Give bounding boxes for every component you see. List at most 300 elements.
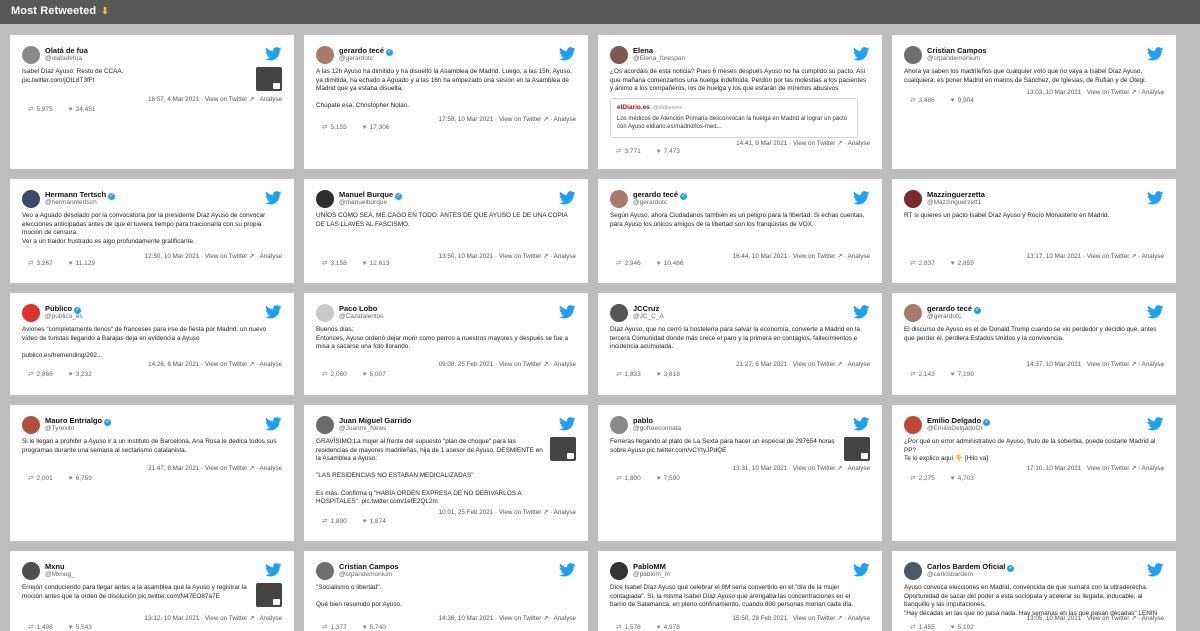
tweet-meta: 21:27, 6 Mar 2021 · View on Twitter ↗ · Analyse (736, 361, 870, 368)
tweet-author-handle[interactable]: @Cazatalentos (339, 313, 384, 320)
heart-icon: ♥ (950, 475, 955, 482)
retweet-count-value: 5,155 (330, 124, 347, 131)
retweet-icon: ⇄ (616, 371, 622, 378)
tweet-meta: 13:17, 10 Mar 2021 · View on Twitter ↗ · Analyse (1026, 253, 1164, 260)
twitter-bird-icon[interactable] (1147, 563, 1164, 577)
author-name-text: Olatá de fua (45, 46, 88, 55)
twitter-bird-icon[interactable] (559, 305, 576, 319)
retweet-count (910, 475, 943, 482)
tweet-author-handle[interactable]: @Mazzinguerzett1 (927, 199, 982, 206)
tweet-meta: 14:26, 6 Mar 2021 · View on Twitter ↗ · Analyse (148, 361, 282, 368)
like-count (951, 624, 982, 631)
section-title-text: Most Retweeted (11, 5, 97, 17)
author-name-text: Mazzinguerzetta (927, 190, 985, 199)
heart-icon: ♥ (68, 260, 73, 267)
tweet-media-thumbnail[interactable] (256, 583, 282, 607)
tweet-text: Isabel Díaz Ayuso: Resto de CCAA. pic.twitter.com/jOIL8T3fFf (22, 68, 124, 84)
like-count (363, 624, 394, 631)
tweet-stats (28, 370, 108, 378)
verified-icon: ✓ (975, 307, 980, 313)
retweet-count (616, 148, 649, 155)
twitter-bird-icon[interactable] (853, 47, 870, 61)
tweet-author-handle[interactable]: @Tyrexito (45, 425, 75, 432)
retweet-count-value: 2,946 (624, 260, 641, 267)
retweet-count-value: 3,486 (918, 97, 935, 104)
tweet-card[interactable] (304, 35, 588, 169)
twitter-bird-icon[interactable] (853, 417, 870, 431)
tweet-text: Veo a Aguado desolado por la convocatoria por la presidente Díaz Ayuso de convocar elecciones anticipadas antes de que él tuviera tiempo para traicionarla con su propia moción de censura. Ver a un traidor frustrado es algo profundamente gratificante. (22, 212, 266, 245)
view-on-twitter-link[interactable]: View on Twitter ↗ (1086, 89, 1137, 96)
verified-icon: ✓ (387, 49, 392, 55)
tweet-date: 13:03, 10 Mar 2021 (1026, 89, 1082, 96)
author-name-text: Juan Miguel Garrido (339, 416, 412, 425)
retweet-count-value: 1,890 (330, 518, 347, 525)
author-name-text: Elena (633, 46, 654, 55)
twitter-bird-icon[interactable] (559, 191, 576, 205)
heart-icon: ♥ (656, 624, 661, 631)
analyse-link[interactable]: Analyse (847, 140, 870, 147)
like-count (951, 475, 982, 482)
avatar[interactable] (316, 190, 334, 208)
retweet-icon: ⇄ (322, 518, 328, 525)
like-count (69, 260, 103, 267)
tweet-meta: 14:36, 10 Mar 2021 · View on Twitter ↗ · Analyse (438, 615, 576, 622)
tweet-card[interactable] (892, 405, 1176, 541)
like-count-value: 7,199 (957, 371, 974, 378)
tweet-author-name[interactable] (339, 562, 399, 571)
tweet-stats (28, 623, 108, 631)
retweet-icon: ⇄ (28, 260, 34, 267)
verified-icon: ✓ (681, 193, 686, 199)
tweet-author-handle[interactable]: @gerardotc (633, 199, 668, 206)
retweet-count (616, 475, 649, 482)
tweet-card[interactable] (10, 179, 294, 283)
author-name-text: Mauro Entrialgo (45, 416, 103, 425)
heart-icon: ♥ (950, 97, 955, 104)
tweet-media-thumbnail[interactable] (550, 437, 576, 461)
avatar[interactable] (610, 190, 628, 208)
section-title (11, 5, 109, 17)
author-name-text: pablo (633, 416, 653, 425)
tweet-card[interactable] (892, 293, 1176, 395)
tweet-author-name[interactable] (633, 416, 653, 425)
retweet-count (910, 624, 943, 631)
tweet-author-name[interactable] (45, 46, 88, 55)
tweet-meta: 09:08, 25 Feb 2021 · View on Twitter ↗ · Analyse (438, 361, 576, 368)
tweet-date: 14:41, 9 Mar 2021 (736, 140, 788, 147)
analyse-link[interactable]: Analyse (259, 253, 282, 260)
avatar[interactable] (610, 416, 628, 434)
tweet-card[interactable] (10, 35, 294, 169)
tweet-stats (322, 623, 402, 631)
analyse-link[interactable]: Analyse (259, 615, 282, 622)
avatar[interactable] (316, 562, 334, 580)
tweet-author-name[interactable] (633, 46, 653, 55)
tweet-card[interactable] (598, 179, 882, 283)
link-description: Los médicos de Atención Primaria desconvocan la huelga en Madrid al lograr un pacto con Ayuso eldiario.es/madrid/los-med... (617, 116, 848, 130)
tweet-text: Buenos días: Entonces, Ayuso ordenó dejar morir como perros a nuestros mayores y después se fue a misa a sacarse una foto llorando. (316, 326, 569, 351)
tweet-card[interactable] (10, 405, 294, 541)
tweet-text: A las 12h Ayuso ha dimitido y ha disuelto la Asamblea de Madrid. Luego, a las 15h, Ayuso, ya dimitida, ha echado a Aguado y a las 16h ha empezado una sesión en la Asamblea de Madrid que ya estaba disuelta. Chúpate esa, Christopher Nolan. (316, 68, 572, 110)
tweet-card[interactable] (892, 179, 1176, 283)
like-count (363, 260, 398, 267)
tweet-meta: 15:50, 28 Feb 2021 · View on Twitter ↗ · Analyse (732, 615, 870, 622)
view-on-twitter-link[interactable]: View on Twitter ↗ (1086, 615, 1137, 622)
twitter-bird-icon[interactable] (559, 417, 576, 431)
tweet-media-thumbnail[interactable] (256, 67, 282, 91)
retweet-count-value: 1,578 (624, 624, 641, 631)
tweet-meta: 18:57, 4 Mar 2021 · View on Twitter ↗ · Analyse (148, 96, 282, 103)
analyse-link[interactable]: Analyse (553, 615, 576, 622)
avatar[interactable] (316, 304, 334, 322)
retweet-count (28, 106, 61, 113)
tweet-author-handle[interactable]: @manuelburque (339, 199, 388, 206)
tweet-card[interactable] (10, 551, 294, 631)
avatar[interactable] (316, 416, 334, 434)
analyse-link[interactable]: Analyse (1141, 615, 1164, 622)
like-count-value: 10,466 (663, 260, 684, 267)
tweet-date: 10:01, 25 Feb 2021 (438, 509, 494, 516)
tweet-text: Díaz Ayuso, que no cerró la hostelería para salvar la economía, convierte a Madrid en la tercera Comunidad donde más crece el paro y la primera en contagios, fallecimientos e incidencia acumulada. (610, 326, 860, 351)
tweet-card[interactable] (598, 293, 882, 395)
link-preview-card[interactable] (610, 98, 858, 138)
tweet-author-name[interactable] (45, 562, 65, 571)
tweet-date: 14:36, 10 Mar 2021 (438, 615, 494, 622)
tweet-author-handle[interactable]: @publico_es (45, 313, 83, 320)
retweet-count (910, 97, 943, 104)
avatar[interactable] (610, 304, 628, 322)
tweet-card[interactable] (304, 293, 588, 395)
twitter-bird-icon[interactable] (265, 191, 282, 205)
like-count-value: 5,007 (369, 371, 386, 378)
like-count (69, 106, 104, 113)
tweet-text: ¿Por qué un error administrativo de Ayuso, fruto de la soberbia, puede costarle Madrid al PP? Te lo explico aquí 👇 [Hilo va] (904, 438, 1156, 463)
tweet-card[interactable] (10, 293, 294, 395)
retweet-icon: ⇄ (910, 260, 916, 267)
heart-icon: ♥ (362, 624, 367, 631)
view-on-twitter-link[interactable]: View on Twitter ↗ (1086, 465, 1137, 472)
analyse-link[interactable]: Analyse (1141, 253, 1164, 260)
twitter-bird-icon[interactable] (853, 563, 870, 577)
analyse-link[interactable]: Analyse (553, 361, 576, 368)
author-name-text: Cristian Campos (927, 46, 987, 55)
tweet-author-name[interactable] (633, 304, 659, 313)
tweet-author-handle[interactable]: @gerardotc (927, 313, 962, 320)
twitter-bird-icon[interactable] (265, 563, 282, 577)
like-count (951, 260, 982, 267)
retweet-count-value: 2,275 (918, 475, 935, 482)
like-count (363, 518, 394, 525)
tweet-meta: 13:12, 10 Mar 2021 · View on Twitter ↗ · Analyse (144, 615, 282, 622)
view-on-twitter-link[interactable]: View on Twitter ↗ (792, 361, 843, 368)
retweet-count-value: 1,377 (330, 624, 347, 631)
author-name-text: Mxnu (45, 562, 65, 571)
tweet-date: 13:05, 10 Mar 2021 (1026, 615, 1082, 622)
retweet-icon: ⇄ (616, 624, 622, 631)
twitter-bird-icon[interactable] (265, 305, 282, 319)
avatar[interactable] (22, 304, 40, 322)
tweet-meta: 17:10, 10 Mar 2021 · View on Twitter ↗ · Analyse (1026, 465, 1164, 472)
author-name-text: Carlos Bardem Oficial (927, 562, 1006, 571)
tweet-card[interactable] (304, 405, 588, 541)
tweet-date: 14:37, 10 Mar 2021 (1026, 361, 1082, 368)
view-on-twitter-link[interactable]: View on Twitter ↗ (1086, 361, 1137, 368)
avatar[interactable] (22, 46, 40, 64)
retweet-icon: ⇄ (910, 475, 916, 482)
author-name-text: Manuel Burque (339, 190, 394, 199)
twitter-bird-icon[interactable] (559, 563, 576, 577)
twitter-bird-icon[interactable] (853, 191, 870, 205)
twitter-bird-icon[interactable] (265, 417, 282, 431)
retweet-count-value: 2,001 (36, 475, 53, 482)
retweet-count (616, 624, 649, 631)
like-count (951, 97, 982, 104)
analyse-link[interactable]: Analyse (259, 361, 282, 368)
analyse-link[interactable]: Analyse (1141, 361, 1164, 368)
view-on-twitter-link[interactable]: View on Twitter ↗ (792, 465, 843, 472)
avatar[interactable] (316, 46, 334, 64)
heart-icon: ♥ (950, 260, 955, 267)
retweet-icon: ⇄ (28, 371, 34, 378)
retweet-count (322, 124, 355, 131)
tweet-meta: 13:03, 10 Mar 2021 · View on Twitter ↗ · Analyse (1026, 89, 1164, 96)
tweet-date: 21:47, 8 Mar 2021 (148, 465, 200, 472)
view-on-twitter-link[interactable]: View on Twitter ↗ (204, 615, 255, 622)
tweet-date: 21:27, 6 Mar 2021 (736, 361, 788, 368)
like-count-value: 3,618 (663, 371, 680, 378)
heart-icon: ♥ (362, 371, 367, 378)
tweet-text: UNÍOS COMO SEA, ME CAGO EN TODO. ANTES DE QUE AYUSO LE DE UNA COPIA DE LAS LLAVES AL FASCISMO. (316, 212, 568, 228)
avatar[interactable] (904, 416, 922, 434)
like-count-value: 17,306 (369, 124, 390, 131)
retweet-icon: ⇄ (28, 106, 34, 113)
tweet-author-name[interactable] (633, 562, 666, 571)
heart-icon: ♥ (68, 624, 73, 631)
view-on-twitter-link[interactable]: View on Twitter ↗ (792, 140, 843, 147)
tweet-meta: 10:01, 25 Feb 2021 · View on Twitter ↗ · Analyse (438, 509, 576, 516)
tweet-date: 13:50, 10 Mar 2021 (438, 253, 494, 260)
analyse-link[interactable]: Analyse (847, 253, 870, 260)
tweet-stats (616, 370, 696, 378)
twitter-bird-icon[interactable] (1147, 417, 1164, 431)
twitter-bird-icon[interactable] (853, 305, 870, 319)
retweet-count (616, 371, 649, 378)
tweet-author-handle[interactable]: @Juanmi_News (339, 425, 387, 432)
view-on-twitter-link[interactable]: View on Twitter ↗ (792, 615, 843, 622)
tweet-text: Según Ayuso, ahora Ciudadanos también es un peligro para la libertad. Si echas cuentas, para Ayuso los únicos amigos de la libertad son los franquistas de VOX. (610, 212, 865, 228)
heart-icon: ♥ (656, 260, 661, 267)
heart-icon: ♥ (362, 518, 367, 525)
tweet-author-handle[interactable]: @crpandemonium (927, 55, 981, 62)
view-on-twitter-link[interactable]: View on Twitter ↗ (204, 361, 255, 368)
avatar[interactable] (610, 562, 628, 580)
view-on-twitter-link[interactable]: View on Twitter ↗ (1086, 253, 1137, 260)
video-icon (273, 83, 280, 89)
tweet-stats (910, 474, 990, 482)
twitter-bird-icon[interactable] (1147, 47, 1164, 61)
tweet-meta: 13:50, 10 Mar 2021 · View on Twitter ↗ · Analyse (438, 253, 576, 260)
tweet-date: 14:26, 6 Mar 2021 (148, 361, 200, 368)
like-count (657, 148, 688, 155)
avatar[interactable] (22, 416, 40, 434)
view-on-twitter-link[interactable]: View on Twitter ↗ (498, 509, 549, 516)
analyse-link[interactable]: Analyse (553, 253, 576, 260)
tweet-author-handle[interactable]: @Elena_forespan (633, 55, 686, 62)
twitter-bird-icon[interactable] (559, 47, 576, 61)
verified-icon: ✓ (109, 193, 114, 199)
retweet-icon: ⇄ (322, 624, 328, 631)
avatar[interactable] (22, 190, 40, 208)
tweet-date: 13:12, 10 Mar 2021 (144, 615, 200, 622)
view-on-twitter-link[interactable]: View on Twitter ↗ (792, 253, 843, 260)
view-on-twitter-link[interactable]: View on Twitter ↗ (204, 253, 255, 260)
tweet-media-thumbnail[interactable] (844, 437, 870, 461)
view-on-twitter-link[interactable]: View on Twitter ↗ (204, 465, 255, 472)
view-on-twitter-link[interactable]: View on Twitter ↗ (498, 361, 549, 368)
tweet-stats (322, 123, 405, 131)
tweet-stats (28, 474, 108, 482)
twitter-bird-icon[interactable] (1147, 305, 1164, 319)
top-bar (0, 0, 1200, 24)
video-icon (273, 599, 280, 605)
tweet-author-handle[interactable]: @pablom_m (633, 571, 670, 578)
tweet-author-handle[interactable]: @gofreeconnata (633, 425, 682, 432)
heart-icon: ♥ (362, 260, 367, 267)
analyse-link[interactable]: Analyse (259, 465, 282, 472)
tweet-author-handle[interactable]: @Mxnug_ (45, 571, 75, 578)
avatar[interactable] (22, 562, 40, 580)
retweet-count (28, 260, 61, 267)
tweet-stats (322, 517, 402, 525)
analyse-link[interactable]: Analyse (847, 615, 870, 622)
tweet-card[interactable] (598, 35, 882, 169)
tweet-author-handle[interactable]: @EmilioDelgadoOr (927, 425, 983, 432)
avatar[interactable] (610, 46, 628, 64)
tweet-date: 09:08, 25 Feb 2021 (438, 361, 494, 368)
tweet-stats (616, 259, 699, 267)
tweet-stats (616, 147, 696, 155)
view-on-twitter-link[interactable]: View on Twitter ↗ (498, 253, 549, 260)
tweet-card[interactable] (892, 551, 1176, 631)
tweet-text: "Socialismo o libertad". Qué bien resumido por Ayuso. (316, 584, 402, 609)
twitter-bird-icon[interactable] (1147, 191, 1164, 205)
like-count (657, 260, 692, 267)
download-icon[interactable]: ⬇ (101, 6, 109, 16)
analyse-link[interactable]: Analyse (1141, 465, 1164, 472)
tweet-author-name[interactable] (927, 46, 987, 55)
tweet-text: El discurso de Ayuso es el de Donald Trump cuando se vio perdedor y decidió que, antes que perder él, perdiera Estados Unidos y la convivencia. (904, 326, 1157, 342)
tweet-author-handle[interactable]: @carlosbardem (927, 571, 973, 578)
analyse-link[interactable]: Analyse (1141, 89, 1164, 96)
tweet-author-handle[interactable]: @gerardotc (339, 55, 374, 62)
retweet-count-value: 2,837 (918, 260, 935, 267)
avatar[interactable] (904, 190, 922, 208)
tweet-author-handle[interactable]: @JC_C_A (633, 313, 664, 320)
tweet-card[interactable] (304, 551, 588, 631)
tweet-author-handle[interactable]: @olatadefua (45, 55, 82, 62)
retweet-icon: ⇄ (322, 371, 328, 378)
tweet-card[interactable] (598, 405, 882, 541)
author-name-text: gerardo tecé (339, 46, 385, 55)
retweet-count (910, 260, 943, 267)
link-site-handle: @eldiarioes (652, 105, 683, 111)
like-count (657, 624, 688, 631)
analyse-link[interactable]: Analyse (553, 509, 576, 516)
tweet-card[interactable] (598, 551, 882, 631)
twitter-bird-icon[interactable] (265, 47, 282, 61)
tweet-text: Si le llegan a prohibir a Ayuso ir a un instituto de Barcelona, Ana Rosa le dedica todos sus programas durante una semana al sectarismo catalanista. (22, 438, 277, 454)
tweet-card[interactable] (304, 179, 588, 283)
heart-icon: ♥ (68, 106, 73, 113)
analyse-link[interactable]: Analyse (847, 361, 870, 368)
tweet-text: Ferreras llegando al plató de La Sexta para hacer un especial de 297654 horas sobre Ayuso pic.twitter.com/vCYtyJPdQE (610, 438, 835, 454)
like-count (363, 124, 398, 131)
retweet-count-value: 1,833 (624, 371, 641, 378)
tweet-author-name[interactable] (339, 416, 412, 425)
tweet-date: 17:10, 10 Mar 2021 (1026, 465, 1082, 472)
avatar[interactable] (904, 46, 922, 64)
tweet-author-handle[interactable]: @hermanntertsch (45, 199, 97, 206)
tweet-text: ¿Os acordáis de esta noticia? Pues 6 meses después Ayuso no ha cumplido su pacto. Así que mañana comenzamos una huelga indefinida. Perdón por las molestias a los pacientes y ánimo a los compañeros, los de huelga y los que estarán de mínimos abusivos (610, 68, 867, 93)
like-count-value: 11,129 (75, 260, 95, 267)
tweet-author-name[interactable] (339, 304, 377, 313)
view-on-twitter-link[interactable]: View on Twitter ↗ (498, 116, 549, 123)
author-name-text: JCCruz (633, 304, 660, 313)
like-count-value: 5,102 (957, 624, 974, 631)
tweet-meta: 13:05, 10 Mar 2021 · View on Twitter ↗ · Analyse (1026, 615, 1164, 622)
analyse-link[interactable]: Analyse (847, 465, 870, 472)
like-count-value: 5,543 (75, 624, 92, 631)
tweet-grid (0, 24, 1200, 631)
tweet-author-handle[interactable]: @crpandemonium (339, 571, 393, 578)
avatar[interactable] (904, 562, 922, 580)
retweet-icon: ⇄ (910, 371, 916, 378)
tweet-date: 15:50, 28 Feb 2021 (732, 615, 788, 622)
like-count (657, 371, 688, 378)
like-count (69, 475, 100, 482)
tweet-text: GRAVÍSIMO:La mujer al frente del supuesto "plan de choque" para las residencias de mayores madrileñas, hija de 1 asesor de Ayuso, DESMIENTE en la Asamblea a Ayuso: "LAS RESIDENCIAS NO ESTABAN MEDICALIZADAS" Es más. Confirma q "HABÍA ORDEN EXPRESA DE NO DERIVARLOS A HOSPITALES". pic.twitter.com/1efE2QL2m (316, 438, 543, 506)
analyse-link[interactable]: Analyse (553, 116, 576, 123)
like-count-value: 6,759 (75, 475, 92, 482)
tweet-card[interactable] (892, 35, 1176, 169)
retweet-icon: ⇄ (616, 148, 622, 155)
avatar[interactable] (904, 304, 922, 322)
retweet-count-value: 3,267 (36, 260, 53, 267)
tweet-text: Errejón conduciendo para llegar antes a la asamblea que la Ayuso y registrar la moción antes que la orden de disolución pic.twitter.com/N47EO87a7E (22, 584, 247, 600)
retweet-count (322, 624, 355, 631)
retweet-count (28, 371, 61, 378)
view-on-twitter-link[interactable]: View on Twitter ↗ (498, 615, 549, 622)
tweet-date: 18:57, 4 Mar 2021 (148, 96, 200, 103)
retweet-count (616, 260, 649, 267)
like-count-value: 7,473 (663, 148, 680, 155)
tweet-stats (28, 259, 111, 267)
like-count-value: 2,859 (957, 260, 974, 267)
view-on-twitter-link[interactable]: View on Twitter ↗ (204, 96, 255, 103)
author-name-text: Emilio Delgado (927, 416, 982, 425)
tweet-stats (28, 105, 111, 113)
author-name-text: Paco Lobo (339, 304, 378, 313)
heart-icon: ♥ (68, 371, 73, 378)
retweet-count-value: 2,060 (330, 371, 347, 378)
analyse-link[interactable]: Analyse (259, 96, 282, 103)
tweet-stats (910, 623, 990, 631)
tweet-author-name[interactable] (927, 190, 985, 199)
retweet-count (322, 518, 355, 525)
author-name-text: PabloMM (633, 562, 666, 571)
retweet-count-value: 1,800 (624, 475, 641, 482)
tweet-meta: 14:37, 10 Mar 2021 · View on Twitter ↗ · Analyse (1026, 361, 1164, 368)
